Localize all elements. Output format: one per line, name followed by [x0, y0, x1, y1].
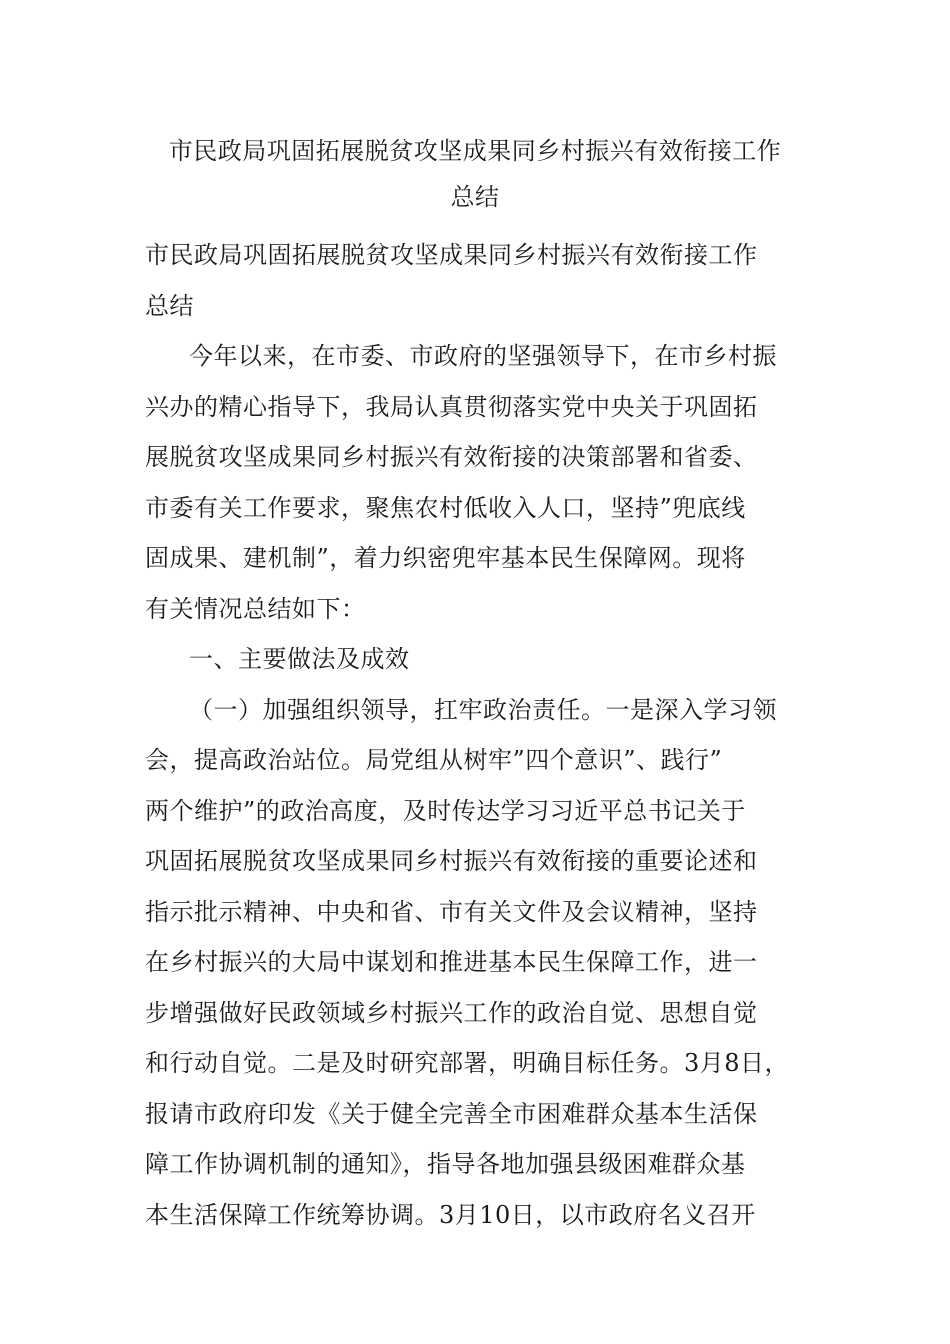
body-line: 固成果、建机制”，着力织密兜牢基本民生保障网。现将	[145, 544, 746, 572]
body-line: 指示批示精神、中央和省、市有关文件及会议精神，坚持	[145, 897, 758, 926]
body-line: 兴办的精心指导下，我局认真贯彻落实党中央关于巩固拓	[145, 392, 758, 421]
body-line: 有关情况总结如下：	[145, 594, 366, 623]
body-line: 报请市政府印发《关于健全完善全市困难群众基本生活保	[145, 1099, 758, 1128]
document-title	[140, 128, 810, 220]
body-line: 两个维护”的政治高度，及时传达学习习近平总书记关于	[145, 796, 746, 825]
body-line: 市委有关工作要求，聚焦农村低收入人口，坚持”兜底线	[145, 493, 746, 522]
body-line: 本生活保障工作统筹协调。3月10日，以市政府名义召开	[145, 1200, 756, 1229]
body-line: 和行动自觉。二是及时研究部署，明确目标任务。3月8日，	[145, 1049, 790, 1077]
body-line: 总结	[145, 291, 194, 320]
body-line: 在乡村振兴的大局中谋划和推进基本民生保障工作，进一	[145, 948, 758, 976]
body-line: 今年以来，在市委、市政府的坚强领导下，在市乡村振	[189, 342, 777, 370]
body-line: 障工作协调机制的通知》，指导各地加强县级困难群众基	[145, 1150, 746, 1178]
body-line: 步增强做好民政领域乡村振兴工作的政治自觉、思想自觉	[145, 998, 758, 1027]
body-line: 巩固拓展脱贫攻坚成果同乡村振兴有效衔接的重要论述和	[145, 847, 758, 875]
body-line: 一、主要做法及成效	[189, 645, 410, 673]
title-line-2: 总结	[450, 183, 500, 211]
body-line: 市民政局巩固拓展脱贫攻坚成果同乡村振兴有效衔接工作	[145, 241, 758, 269]
title-line-1: 市民政局巩固拓展脱贫攻坚成果同乡村振兴有效衔接工作	[168, 137, 782, 165]
document-body	[145, 230, 810, 1240]
body-line: 会，提高政治站位。局党组从树牢”四个意识”、践行”	[145, 746, 723, 774]
body-line: 展脱贫攻坚成果同乡村振兴有效衔接的决策部署和省委、	[145, 443, 758, 471]
body-line: （一）加强组织领导，扛牢政治责任。一是深入学习领	[189, 695, 777, 724]
